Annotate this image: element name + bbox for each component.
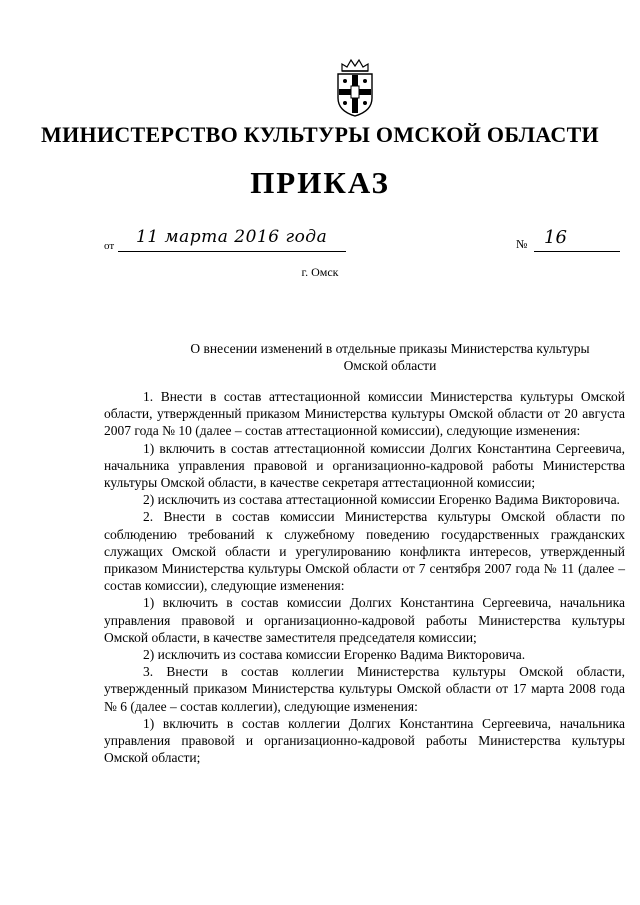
- order-subject: О внесении изменений в отдельные приказы Министерства культуры Омской области: [190, 341, 590, 373]
- handwritten-date: 11 марта 2016 года: [136, 227, 328, 247]
- document-type-title: ПРИКАЗ: [250, 165, 390, 200]
- paragraph: 2) исключить из состава аттестационной комиссии Егоренко Вадима Викторовича.: [143, 492, 620, 508]
- paragraph: 1) включить в состав коллегии Долгих Константина Сергеевича, начальника управления правовой и организационно-кадровой работы Министерства культуры Омской области;: [104, 715, 625, 766]
- date-number-row: [104, 227, 624, 257]
- from-label: от: [104, 240, 115, 252]
- paragraph: 1) включить в состав комиссии Долгих Константина Сергеевича, начальника управления правовой и организационно-кадровой работы Министерства культуры Омской области, в качестве заместителя председателя комиссии;: [104, 595, 625, 645]
- paragraph: 2. Внести в состав комиссии Министерства культуры Омской области по соблюдению требований к служебному поведению государственных гражданских служащих Омской области и урегулированию конфликта интересов, утвержденный приказом Министерства культуры Омской области от 7 сентября 2007 года № 11 (далее – состав комиссии), следующие изменения:: [104, 509, 625, 594]
- number-underline: [534, 251, 620, 252]
- paragraph: 1. Внести в состав аттестационной комиссии Министерства культуры Омской области, утвержденный приказом Министерства культуры Омской области от 20 августа 2007 года № 10 (далее – состав аттестационной комиссии), следующие изменения:: [104, 389, 625, 439]
- city-name: г. Омск: [301, 265, 339, 279]
- coat-of-arms-icon: [334, 58, 376, 118]
- paragraph: 2) исключить из состава комиссии Егоренко Вадима Викторовича.: [143, 647, 526, 663]
- paragraph: 3. Внести в состав коллегии Министерства культуры Омской области, утвержденный приказом Министерства культуры Омской области от 17 марта 2008 года № 6 (далее – состав коллегии), следующие изменения:: [104, 664, 625, 714]
- order-body: [104, 388, 625, 766]
- handwritten-number: 16: [544, 227, 567, 248]
- date-underline: [118, 251, 346, 252]
- paragraph: 1) включить в состав аттестационной комиссии Долгих Константина Сергеевича, начальника управления правовой и организационно-кадровой работы Министерства культуры Омской области, в качестве секретаря аттестационной комиссии;: [104, 440, 625, 491]
- ministry-name: МИНИСТЕРСТВО КУЛЬТУРЫ ОМСКОЙ ОБЛАСТИ: [41, 122, 599, 147]
- number-label: №: [516, 237, 528, 251]
